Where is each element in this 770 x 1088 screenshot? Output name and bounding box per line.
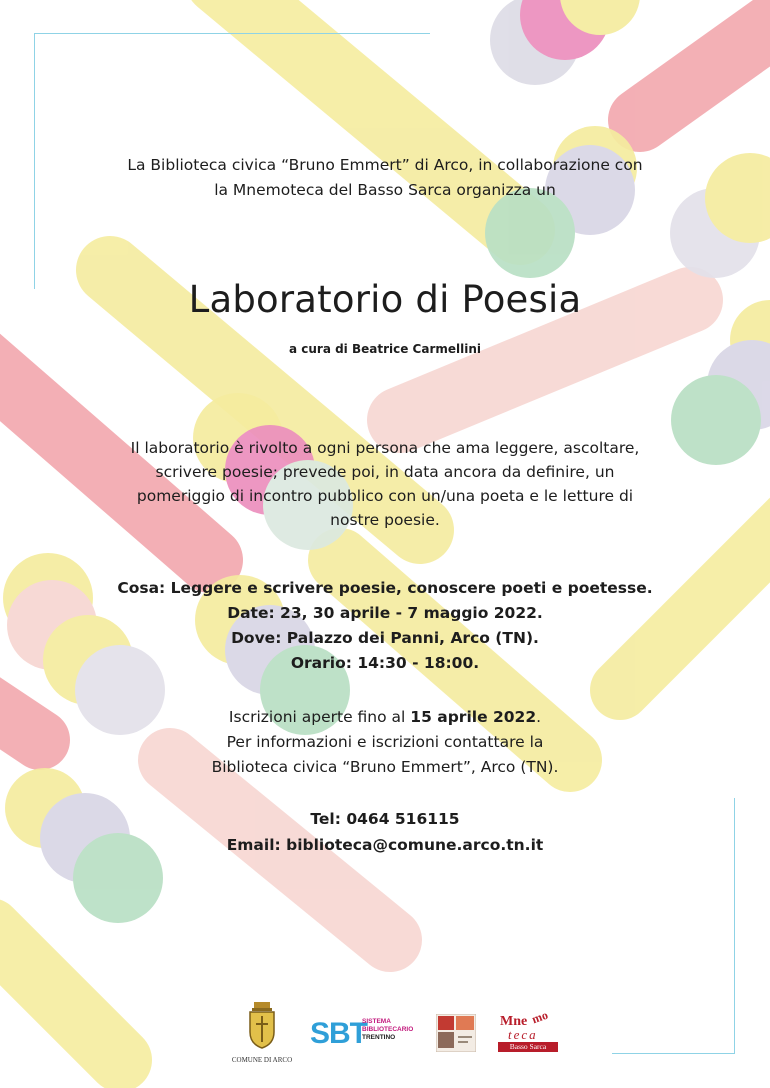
registration-info bbox=[0, 705, 770, 780]
description-line: pomeriggio di incontro pubblico con un/una poeta e le letture di bbox=[136, 487, 634, 505]
comune-arco-logo bbox=[230, 1000, 294, 1062]
intro-line: La Biblioteca civica “Bruno Emmert” di Arco, in collaborazione con bbox=[127, 156, 643, 174]
mnemoteca-text: Mne bbox=[500, 1014, 528, 1029]
registration-deadline bbox=[0, 705, 770, 730]
detail-dove: Dove: Palazzo dei Panni, Arco (TN). bbox=[231, 629, 539, 647]
mnemoteca-text: mo bbox=[529, 1007, 550, 1027]
mnemoteca-book-logo bbox=[436, 1014, 476, 1052]
contact-phone[interactable]: Tel: 0464 516115 bbox=[310, 810, 460, 828]
description-line: Il laboratorio è rivolto a ogni persona che ama leggere, ascoltare, bbox=[130, 439, 640, 457]
intro-text bbox=[0, 153, 770, 203]
detail-cosa: Cosa: Leggere e scrivere poesie, conoscere poeti e poetesse. bbox=[117, 579, 653, 597]
registration-line: Biblioteca civica “Bruno Emmert”, Arco (TN). bbox=[211, 758, 559, 776]
registration-line: Per informazioni e iscrizioni contattare la bbox=[226, 733, 544, 751]
curator: a cura di Beatrice Carmellini bbox=[288, 342, 482, 356]
mnemoteca-subtitle: Basso Sarca bbox=[498, 1042, 558, 1052]
description-line: scrivere poesie; prevede poi, in data ancora da definire, un bbox=[155, 463, 615, 481]
comune-arco-label: COMUNE DI ARCO bbox=[231, 1056, 293, 1064]
frame-line-top bbox=[34, 33, 430, 34]
contact-email[interactable]: Email: biblioteca@comune.arco.tn.it bbox=[226, 836, 544, 854]
intro-line: la Mnemoteca del Basso Sarca organizza un bbox=[214, 181, 556, 199]
description bbox=[0, 436, 770, 532]
sbt-line: TRENTINO bbox=[362, 1034, 396, 1041]
detail-orario: Orario: 14:30 - 18:00. bbox=[290, 654, 480, 672]
sbt-line: BIBLIOTECARIO bbox=[362, 1026, 414, 1033]
sbt-logo-text bbox=[362, 1018, 413, 1042]
sponsor-logos bbox=[0, 1000, 770, 1070]
detail-date: Date: 23, 30 aprile - 7 maggio 2022. bbox=[227, 604, 543, 622]
sbt-line: SISTEMA bbox=[362, 1018, 391, 1025]
mnemoteca-logo bbox=[496, 1007, 560, 1054]
sbt-logo bbox=[310, 1016, 425, 1056]
sbt-logo-letters: SBT bbox=[310, 1017, 367, 1050]
description-line: nostre poesie. bbox=[330, 511, 440, 529]
mnemoteca-text: teca bbox=[508, 1027, 538, 1042]
page-title: Laboratorio di Poesia bbox=[188, 278, 582, 321]
book-cover-icon bbox=[436, 1014, 476, 1052]
deadline-date: 15 aprile 2022 bbox=[410, 708, 537, 726]
deadline-suffix: . bbox=[536, 708, 542, 726]
deadline-prefix: Iscrizioni aperte fino al bbox=[228, 708, 411, 726]
stripe-pink bbox=[640, 20, 770, 120]
contact-info bbox=[0, 806, 770, 858]
event-details bbox=[0, 576, 770, 676]
coat-of-arms-icon bbox=[230, 1000, 294, 1050]
